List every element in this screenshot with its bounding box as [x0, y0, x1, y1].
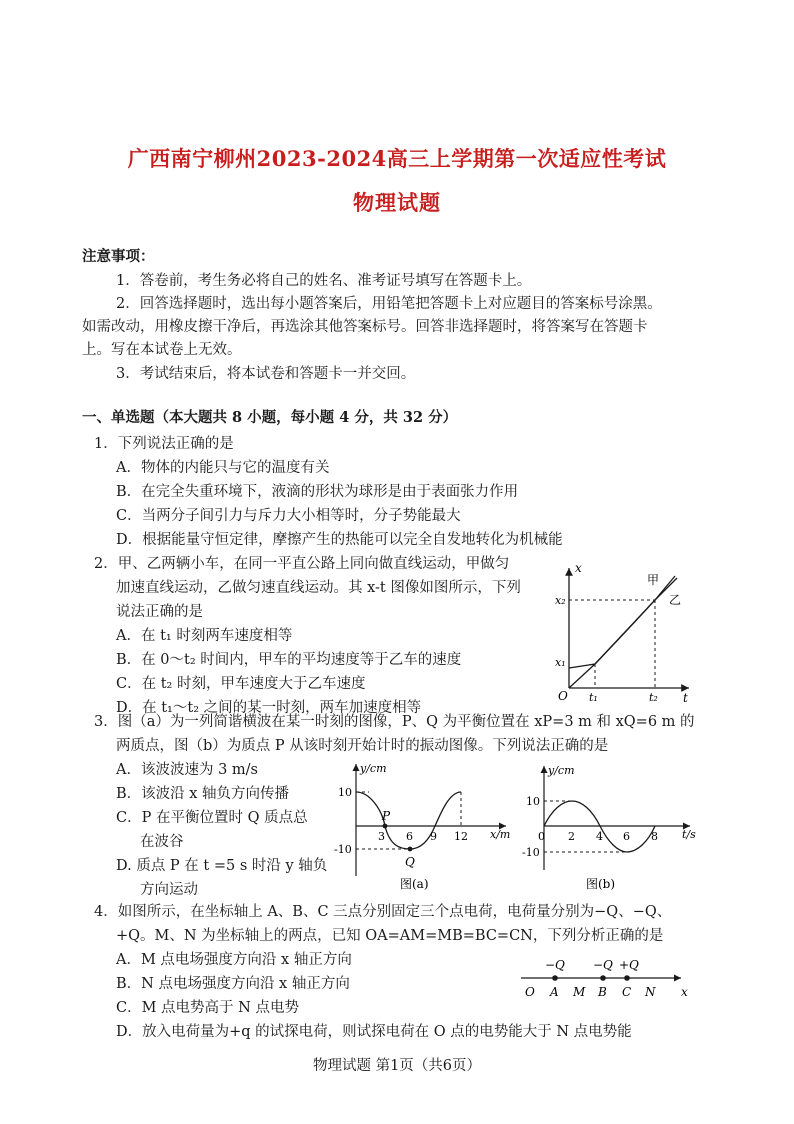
q2-stem-line-2: 加速直线运动，乙做匀速直线运动。其 x-t 图像如图所示，下列 [116, 580, 521, 596]
q3-stem-line-2: 两质点，图（b）为质点 P 从该时刻开始计时的振动图像。下列说法正确的是 [116, 738, 609, 754]
q3b-t-label: t/s [682, 828, 696, 841]
q4-option-d: D．放入电荷量为+q 的试探电荷，则试探电荷在 O 点的电势能大于 N 点电势能 [116, 1024, 632, 1040]
section-heading: 一、单选题（本大题共 8 小题，每小题 4 分，共 32 分） [82, 409, 458, 426]
q2-option-d: D．在 t₁～t₂ 之间的某一时刻，两车加速度相等 [116, 700, 422, 716]
q3b-y-label: y/cm [548, 764, 575, 777]
q1-option-d: D．根据能量守恒定律，摩擦产生的热能可以完全自发地转化为机械能 [116, 532, 563, 548]
q3a-tick-12: 12 [454, 830, 468, 843]
q4-option-c: C．M 点电势高于 N 点电势 [116, 1000, 299, 1016]
q2-option-b: B．在 0～t₂ 时间内，甲车的平均速度等于乙车的速度 [116, 652, 462, 668]
q1-option-b: B．在完全失重环境下，液滴的形状为球形是由于表面张力作用 [116, 484, 519, 500]
q2-label-yi: 乙 [669, 593, 682, 607]
q3-option-b: B．该波沿 x 轴负方向传播 [116, 786, 290, 802]
notice-item-2-line-3: 上。写在本试卷上无效。 [82, 342, 242, 358]
q4-point-n: N [645, 985, 656, 999]
exam-title: 广西南宁柳州2023-2024高三上学期第一次适应性考试 [127, 146, 667, 171]
q2-option-c: C．在 t₂ 时刻，甲车速度大于乙车速度 [116, 676, 366, 692]
notice-item-2-line-2: 如需改动，用橡皮擦干净后，再选涂其他答案标号。回答非选择题时，将答案写在答题卡 [82, 319, 648, 335]
q1-option-c: C．当两分子间引力与斥力大小相等时，分子势能最大 [116, 508, 461, 524]
q3a-y-pos: 10 [338, 786, 352, 799]
q4-charge-label-a: −Q [545, 958, 565, 972]
q2-x2-label: x₂ [555, 594, 566, 607]
q2-t2-label: t₂ [649, 691, 658, 704]
q2-label-jia: 甲 [647, 573, 660, 587]
q4-stem-line-1: 4．如图所示，在坐标轴上 A、B、C 三点分别固定三个点电荷，电荷量分别为−Q、−Q、 [94, 904, 672, 920]
q2-line-yi [569, 578, 677, 668]
q3b-caption: 图(b) [586, 877, 616, 891]
q3a-y-label: y/cm [360, 762, 387, 775]
q4-charge-b [600, 975, 606, 981]
q3-stem-line-1: 3．图（a）为一列简谐横波在某一时刻的图像，P、Q 为平衡位置在 xP=3 m 和 xQ=6 m 的 [94, 714, 695, 730]
q3-option-d-line-1: D. 质点 P 在 t =5 s 时沿 y 轴负 [116, 858, 328, 874]
q2-stem-line-3: 说法正确的是 [116, 604, 203, 620]
notice-heading: 注意事项： [82, 248, 155, 265]
q4-point-b: B [598, 985, 607, 999]
q3-option-c-line-2: 在波谷 [140, 834, 184, 850]
notice-item-2-line-1: 2．回答选择题时，选出每小题答案后，用铅笔把答题卡上对应题目的答案标号涂黑。 [116, 296, 662, 312]
q2-xt-graph [555, 560, 695, 705]
q3b-origin: 0 [538, 830, 545, 843]
q2-axis-x-label: t [683, 691, 688, 705]
q3a-tick-3: 3 [378, 830, 385, 843]
page-footer: 物理试题 第1页（共6页） [312, 1058, 482, 1074]
q2-option-a: A．在 t₁ 时刻两车速度相等 [116, 628, 293, 644]
q3b-y-pos: 10 [526, 795, 540, 808]
q3a-tick-9: 9 [430, 830, 437, 843]
q3a-point-q [408, 847, 413, 852]
q2-origin-label: O [558, 689, 568, 703]
q4-charge-axis-diagram [515, 952, 695, 1004]
q3b-tick-2: 2 [568, 830, 575, 843]
exam-subtitle: 物理试题 [353, 190, 441, 215]
q4-option-b: B．N 点电场强度方向沿 x 轴正方向 [116, 976, 350, 992]
q3b-tick-4: 4 [596, 830, 603, 843]
q3b-y-neg: -10 [522, 846, 540, 859]
notice-item-3: 3．考试结束后，将本试卷和答题卡一并交回。 [116, 366, 416, 382]
q3a-x-label: x/m [490, 828, 511, 841]
q2-curve-jia [569, 576, 675, 688]
q2-axis-y-label: x [575, 561, 582, 575]
q4-charge-a [552, 975, 558, 981]
q4-axis-label: x [681, 985, 688, 999]
q3a-tick-6: 6 [406, 830, 413, 843]
q4-point-c: C [622, 985, 632, 999]
q3-option-a: A．该波波速为 3 m/s [116, 762, 258, 778]
q3b-tick-6: 6 [623, 830, 630, 843]
q4-point-m: M [573, 985, 586, 999]
notice-item-1: 1．答卷前，考生务必将自己的姓名、准考证号填写在答题卡上。 [116, 273, 532, 289]
q4-charge-label-b: −Q [593, 958, 613, 972]
q3a-y-neg: -10 [334, 843, 352, 856]
q3-option-c-line-1: C．P 在平衡位置时 Q 质点总 [116, 810, 308, 826]
q2-t1-label: t₁ [589, 691, 598, 704]
q1-stem: 1．下列说法正确的是 [94, 436, 234, 452]
q3a-point-p [383, 824, 388, 829]
q3-option-d-line-2: 方向运动 [140, 882, 198, 898]
q4-option-a: A．M 点电场强度方向沿 x 轴正方向 [116, 952, 352, 968]
q4-point-o: O [525, 985, 535, 999]
q4-charge-c [624, 975, 630, 981]
q2-stem-line-1: 2．甲、乙两辆小车，在同一平直公路上同向做直线运动，甲做匀 [94, 556, 510, 572]
q4-point-a: A [550, 985, 559, 999]
q1-option-a: A．物体的内能只与它的温度有关 [116, 460, 330, 476]
q3-figure-b [520, 760, 704, 894]
q3a-label-p: P [382, 809, 391, 823]
q3b-tick-8: 8 [651, 830, 658, 843]
q3a-caption: 图(a) [400, 877, 429, 891]
q2-x1-label: x₁ [555, 656, 566, 669]
q4-stem-line-2: +Q。M、N 为坐标轴上的两点，已知 OA=AM=MB=BC=CN，下列分析正确的是 [116, 928, 664, 944]
q3a-label-q: Q [405, 855, 415, 869]
q4-charge-label-c: +Q [619, 958, 639, 972]
q3-figure-a [330, 758, 520, 894]
